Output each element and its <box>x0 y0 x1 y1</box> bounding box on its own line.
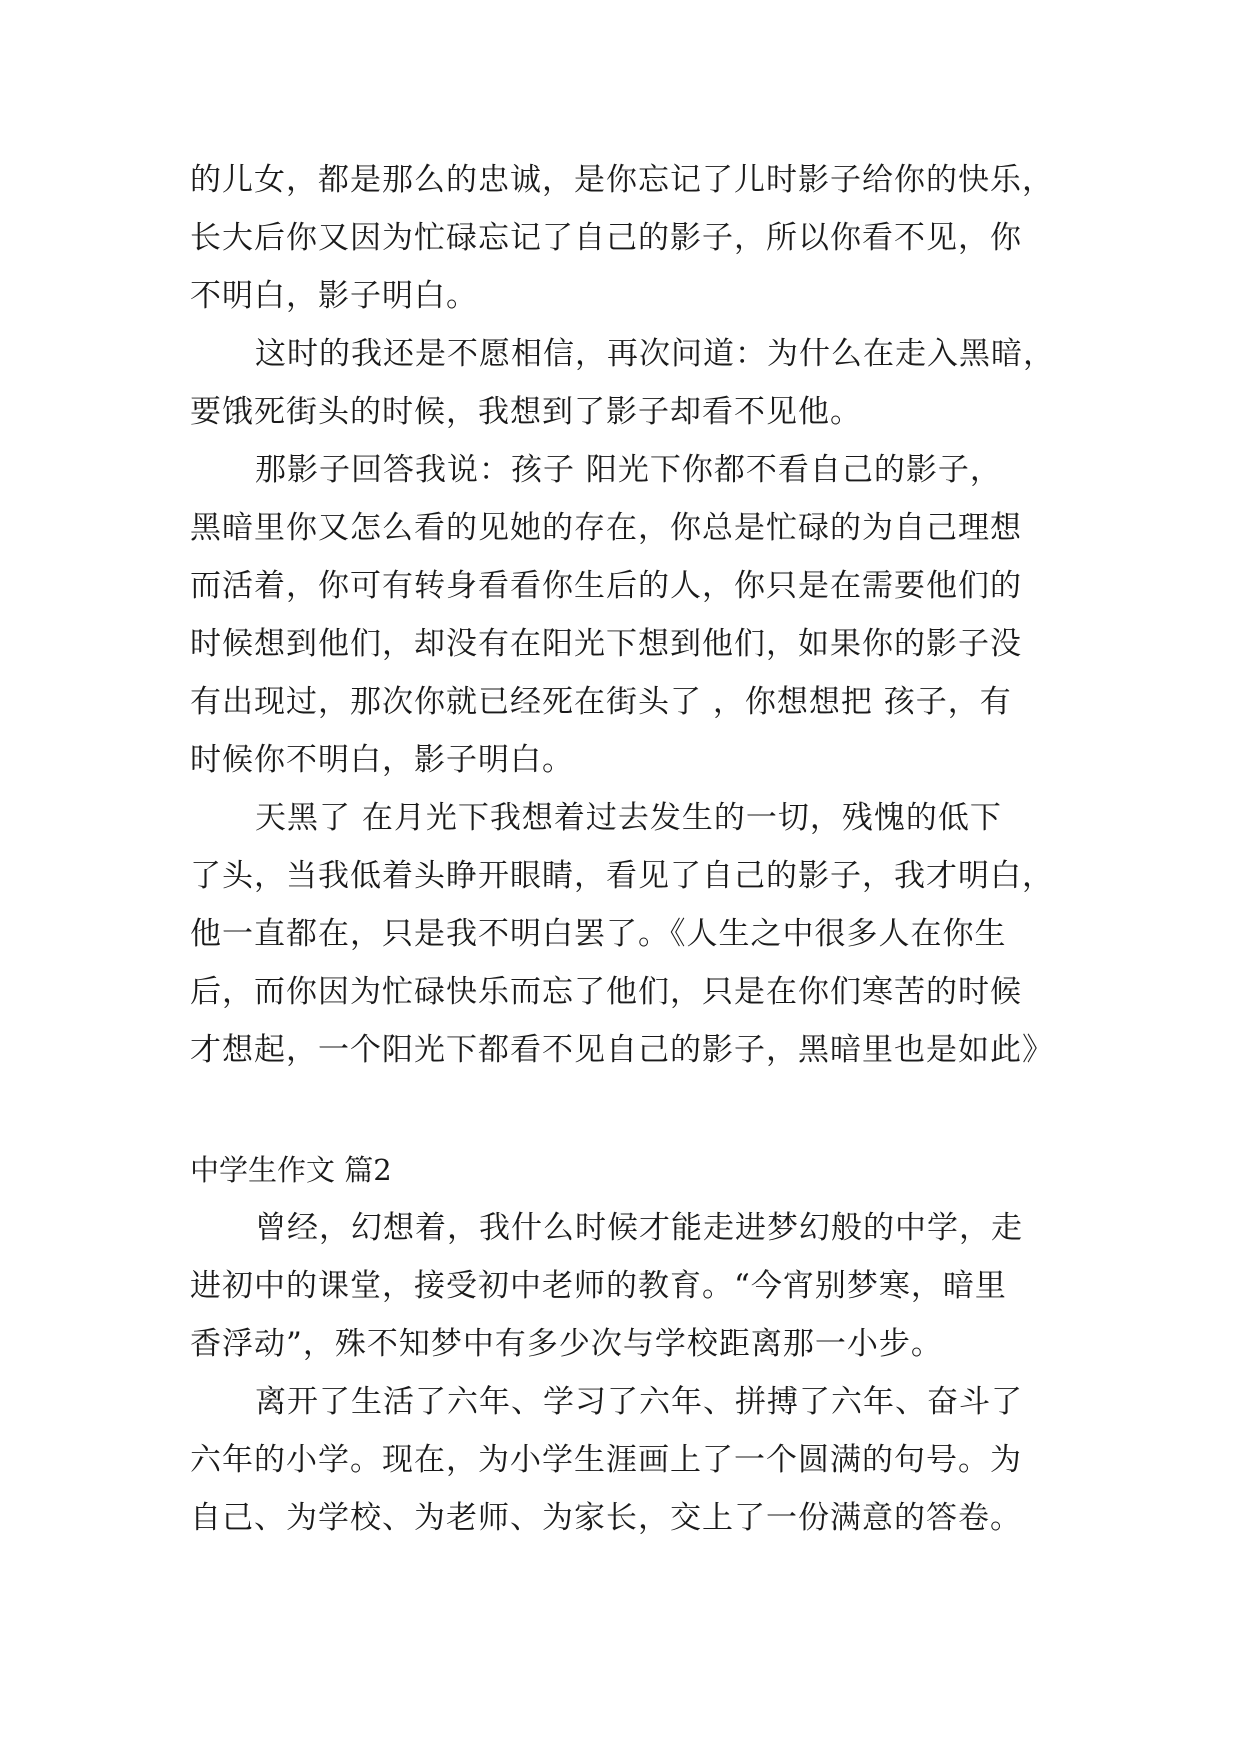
text-line: 这时的我还是不愿相信，再次问道：为什么在走入黑暗， <box>255 336 1055 372</box>
text-line: 他一直都在，只是我不明白罢了。《人生之中很多人在你生 <box>190 916 1007 952</box>
text-line: 要饿死街头的时候，我想到了影子却看不见他。 <box>190 394 862 430</box>
text-line: 后，而你因为忙碌快乐而忘了他们，只是在你们寒苦的时候 <box>190 974 1022 1010</box>
text-line: 进初中的课堂，接受初中老师的教育。“今宵别梦寒，暗里 <box>190 1268 1007 1304</box>
text-line: 而活着，你可有转身看看你生后的人，你只是在需要他们的 <box>190 568 1022 604</box>
text-line: 黑暗里你又怎么看的见她的存在，你总是忙碌的为自己理想 <box>190 510 1022 546</box>
text-line: 了头，当我低着头睁开眼睛，看见了自己的影子，我才明白， <box>190 858 1054 894</box>
text-line: 长大后你又因为忙碌忘记了自己的影子，所以你看不见，你 <box>190 220 1022 256</box>
text-line: 离开了生活了六年、学习了六年、拼搏了六年、奋斗了 <box>255 1384 1023 1420</box>
text-line: 天黑了 在月光下我想着过去发生的一切，残愧的低下 <box>255 800 1002 836</box>
text-line: 时候想到他们，却没有在阳光下想到他们，如果你的影子没 <box>190 626 1022 662</box>
text-line: 有出现过，那次你就已经死在街头了 ，你想想把 孩子，有 <box>190 684 1012 720</box>
text-line: 不明白，影子明白。 <box>190 278 478 314</box>
text-line: 自己、为学校、为老师、为家长，交上了一份满意的答卷。 <box>190 1500 1022 1536</box>
text-line: 那影子回答我说：孩子 阳光下你都不看自己的影子， <box>255 452 1002 488</box>
text-line: 才想起，一个阳光下都看不见自己的影子，黑暗里也是如此》 <box>190 1032 1054 1068</box>
text-line: 的儿女，都是那么的忠诚，是你忘记了儿时影子给你的快乐， <box>190 162 1054 198</box>
text-line: 时候你不明白，影子明白。 <box>190 742 574 778</box>
text-line: 香浮动”，殊不知梦中有多少次与学校距离那一小步。 <box>190 1326 943 1362</box>
section-title: 中学生作文 篇2 <box>190 1153 392 1187</box>
text-line: 六年的小学。现在，为小学生涯画上了一个圆满的句号。为 <box>190 1442 1022 1478</box>
text-line: 曾经，幻想着，我什么时候才能走进梦幻般的中学，走 <box>255 1210 1023 1246</box>
